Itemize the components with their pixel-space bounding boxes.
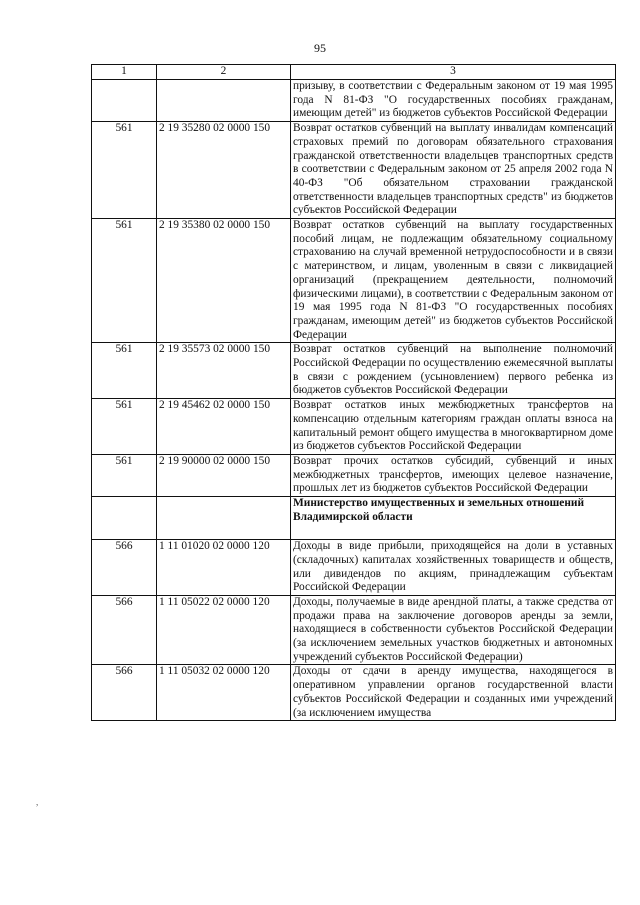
admin-code-cell: 561 [92, 454, 157, 496]
scan-mark: , [36, 797, 39, 807]
table-row [92, 540, 616, 596]
description-cell: Доходы в виде прибыли, приходящейся на доли в уставных (складочных) капиталах хозяйственных товариществ и обществ, или дивидендов по акциям, принадлежащим субъектам Российской Федерации [291, 540, 616, 596]
budget-code-cell: 2 19 90000 02 0000 150 [157, 454, 291, 496]
admin-code-cell: 561 [92, 219, 157, 343]
description-cell: Возврат остатков субвенций на выплату инвалидам компенсаций страховых премий по договорам обязательного страхования гражданской ответственности владельцев транспортных средств в соответствии с Федеральным законом от 25 апреля 2002 года N 40-ФЗ "Об обязательном страховании гражданской ответственности владельцев транспортных средств" из бюджетов субъектов Российской Федерации [291, 122, 616, 219]
admin-code-cell: 561 [92, 122, 157, 219]
table-row [92, 399, 616, 455]
budget-code-cell: 1 11 05022 02 0000 120 [157, 595, 291, 665]
table-row [92, 219, 616, 343]
budget-code-cell: 1 11 05032 02 0000 120 [157, 665, 291, 721]
table-row [92, 122, 616, 219]
table-row [92, 665, 616, 721]
column-header-code: 2 [157, 65, 291, 80]
column-header-admin: 1 [92, 65, 157, 80]
description-cell: Доходы от сдачи в аренду имущества, находящегося в оперативном управлении органов государственной власти субъектов Российской Федерации и созданных ими учреждений (за исключением имущества [291, 665, 616, 721]
budget-code-cell: 2 19 35380 02 0000 150 [157, 219, 291, 343]
table-row [92, 595, 616, 665]
section-heading-row [92, 497, 616, 540]
description-cell: Возврат остатков субвенций на выполнение полномочий Российской Федерации по осуществлению ежемесячной выплаты в связи с рождением (усыновлением) первого ребенка из бюджетов субъектов Российской Федерации [291, 343, 616, 399]
description-cell: призыву, в соответствии с Федеральным законом от 19 мая 1995 года N 81-ФЗ "О государственных пособиях гражданам, имеющим детей" из бюджетов субъектов Российской Федерации [291, 80, 616, 122]
description-cell: Возврат прочих остатков субсидий, субвенций и иных межбюджетных трансфертов, имеющих целевое назначение, прошлых лет из бюджетов субъектов Российской Федерации [291, 454, 616, 496]
empty-cell [157, 497, 291, 540]
description-cell: Возврат остатков иных межбюджетных трансфертов на компенсацию отдельным категориям граждан оплаты взноса на капитальный ремонт общего имущества в многоквартирном доме из бюджетов субъектов Российской Федерации [291, 399, 616, 455]
budget-code-cell: 2 19 35573 02 0000 150 [157, 343, 291, 399]
description-cell: Возврат остатков субвенций на выплату государственных пособий лицам, не подлежащим обязательному социальному страхованию на случай временной нетрудоспособности и в связи с материнством, и лицам, уволенным в связи с ликвидацией организаций (прекращением деятельности, полномочий физическими лицами), в соответствии с Федеральным законом от 19 мая 1995 года N 81-ФЗ "О государственных пособиях гражданам, имеющим детей" из бюджетов субъектов Российской Федерации [291, 219, 616, 343]
admin-code-cell: 566 [92, 595, 157, 665]
admin-code-cell: 566 [92, 540, 157, 596]
admin-code-cell [92, 80, 157, 122]
budget-code-cell: 2 19 35280 02 0000 150 [157, 122, 291, 219]
budget-code-cell: 2 19 45462 02 0000 150 [157, 399, 291, 455]
budget-code-cell: 1 11 01020 02 0000 120 [157, 540, 291, 596]
admin-code-cell: 561 [92, 343, 157, 399]
table-row [92, 343, 616, 399]
budget-code-cell [157, 80, 291, 122]
admin-code-cell: 566 [92, 665, 157, 721]
admin-code-cell: 561 [92, 399, 157, 455]
table-header-row [92, 65, 616, 80]
empty-cell [92, 497, 157, 540]
description-cell: Доходы, получаемые в виде арендной платы, а также средства от продажи права на заключение договоров аренды за земли, находящиеся в собственности субъектов Российской Федерации (за исключением земельных участков бюджетных и автономных учреждений субъектов Российской Федерации) [291, 595, 616, 665]
table-row [92, 80, 616, 122]
revenue-classification-table [91, 64, 616, 721]
page-number: 95 [314, 41, 326, 55]
column-header-name: 3 [291, 65, 616, 80]
section-heading: Министерство имущественных и земельных отношений Владимирской области [291, 497, 616, 540]
table-row [92, 454, 616, 496]
